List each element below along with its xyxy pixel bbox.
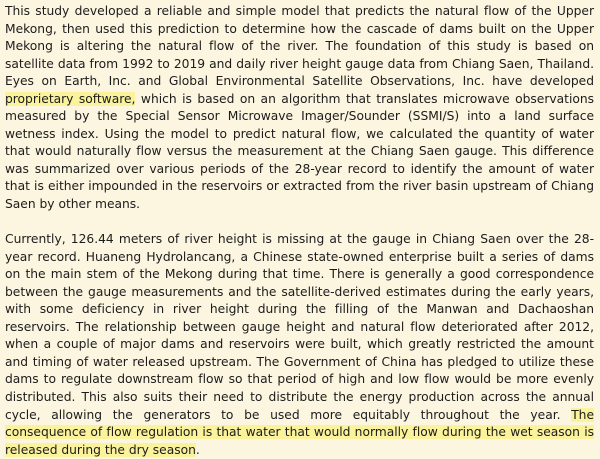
paragraph-2-text: . — [195, 442, 200, 457]
paragraph-2-text: Currently, 126.44 meters of river height is missing at the gauge in Chiang Saen over the 28-year record. Huaneng Hydrolancang, a Chinese state-owned enterprise built a series of dams on the main stem of the Mekong during that time. There is generally a good correspondence between the gauge measurements and the satellite-derived estimates during the early years, with some deficiency in river height during the filling of the Manwan and Dachaoshan reservoirs. The relationship between gauge height and natural flow deteriorated after 2012, when a couple of major dams and reservoirs were built, which greatly restricted the amount and timing of water released upstream. The Government of China has pledged to utilize these dams to regulate downstream flow so that period of high and low flow would be more evenly distributed. This also suits their need to distribute the energy production across the annual cycle, allowing the generators to be used more equitably throughout the year. — [5, 232, 594, 422]
paragraph-study-overview — [5, 3, 594, 214]
paragraph-1-text: This study developed a reliable and simple model that predicts the natural flow of the Upper Mekong, then used this prediction to determine how the cascade of dams built on the Upper Mekong is altering the natural flow of the river. The foundation of this study is based on satellite data from 1992 to 2019 and daily river height gauge data from Chiang Saen, Thailand. Eyes on Earth, Inc. and Global Environmental Satellite Observations, Inc. have developed — [5, 4, 594, 89]
highlighted-text: proprietary software, — [5, 91, 136, 106]
paragraph-1-text: which is based on an algorithm that translates microwave observations measured by the Special Sensor Microwave Imager/Sounder (SSMI/S) into a land surface wetness index. Using the model to predict natural flow, we calculated the quantity of water that would naturally flow versus the measurement at the Chiang Saen gauge. This difference was summarized over various periods of the 28-year record to identify the amount of water that is either impounded in the reservoirs or extracted from the river basin upstream of Chiang Saen by other means. — [5, 91, 594, 212]
highlighted-text: The consequence of flow regulation is that water that would normally flow during the wet season is released during the dry season — [5, 407, 594, 457]
paragraph-findings — [5, 231, 594, 459]
